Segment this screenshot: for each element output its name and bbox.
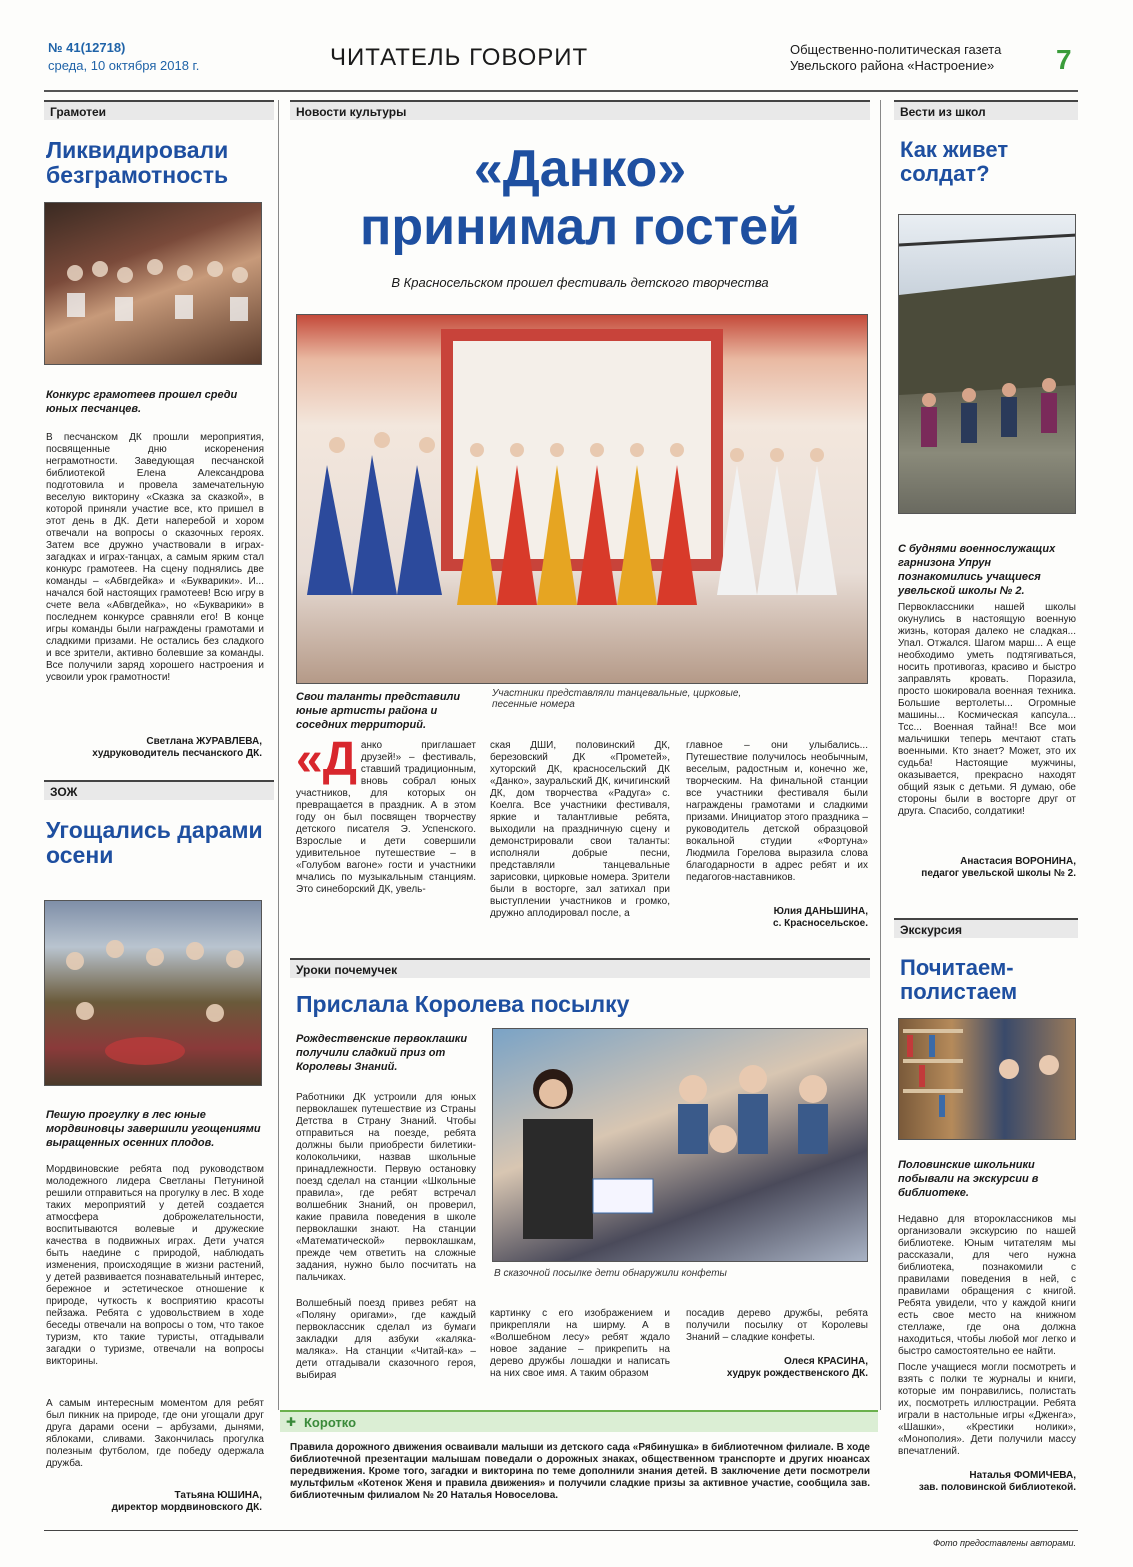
signature-name: Олеся КРАСИНА, — [784, 1356, 868, 1367]
brief-label: Коротко — [304, 1415, 357, 1430]
signature-name: Анастасия ВОРОНИНА, — [960, 856, 1076, 867]
lede-soldier: С буднями военнослужащих гарнизона Упрун познакомились учащиеся увельской школы № 2. — [898, 543, 1056, 597]
brief-text: Правила дорожного движения осваивали малыши из детского сада «Рябинушка» в библиотечном филиале. В ходе библиотечной презентации малышам поведали о дорожных знаках, общественном транспорте и других нюансах передвижения. Кроме того, загадки и викторина по теме дополнили знания детей. В заключение дети посмотрели мультфильм «Котенок Женя и правила движения» и получили сладкие призы за активное участие, сообщила зав. библиотечным филиалом № 20 Наталья Новоселова. — [290, 1442, 870, 1501]
photo-bookshelves — [899, 1019, 1076, 1140]
signature-name: Светлана ЖУРАВЛЕВА, — [146, 736, 262, 747]
signature-name: Татьяна ЮШИНА, — [174, 1490, 262, 1501]
body-parcel-col2: картинку с его изображением и прикрепляли на ширму. А в «Волшебном лесу» ребят ждало новое задание – прикрепить на дерево дружбы лошадки и написать на них свое имя. А таким образом — [490, 1308, 670, 1379]
photo-helicopter-children — [899, 215, 1076, 514]
signature-literacy — [46, 736, 262, 760]
photo-children-group — [45, 203, 262, 365]
lede-autumn: Пешую прогулку в лес юные мордвиновцы завершили угощениями выращенных осенних плодов. — [46, 1109, 261, 1149]
body-danko-col1 — [296, 733, 476, 896]
brief-bar — [280, 1410, 878, 1432]
lede-library: Половинские школьники побывали на экскурсии в библиотеке. — [898, 1159, 1039, 1199]
signature-danko — [686, 906, 868, 930]
photo-picnic — [44, 900, 262, 1086]
body-danko-col1-text: анко приглашает друзей!» – фестиваль, ставший традиционным, вновь собрал юных участников, для которых он превращается в праздник. А в этом году он был посвящен творчеству детского писателя Э. Успенского. Взрослые и дети совершили удивительное путешествие – в «Голубом вагоне» гости и участники мчались по музыкальным станциям. Это синеборский ДК, увель- — [296, 740, 476, 895]
body-soldier: Первоклассники нашей школы окунулись в настоящую военную жизнь, которая далеко не сладкая... Упал. Отжался. Шагом марш... А еще необходимо уметь подтягиваться, носить противогаз, красиво и быстро заправлять кровать. Поразила, просто шокировала военная техника. Большие вертолеты... Огромные машины... Космическая капсула... Тсс... Военная тайна!! Все мои мальчишки теперь мечтают стать военными. Кто знает? Может, это их судьба! Настоящие мужчины, оказывается, прекрасно находят общий язык с детьми. Я думаю, обе стороны были в восторге друг от друга. Спасибо, солдатики! — [898, 602, 1076, 817]
headline-danko — [290, 140, 870, 256]
signature-role: зав. половинской библиотекой. — [918, 1482, 1076, 1493]
rubric-gramotei: Грамотеи — [44, 100, 274, 120]
signature-soldier — [898, 856, 1076, 880]
photo-picnic-children — [45, 901, 262, 1086]
signature-library — [898, 1470, 1076, 1494]
headline-danko-line2: принимал гостей — [359, 198, 801, 256]
photo-festival-stage — [296, 314, 868, 684]
photo-dancers — [297, 315, 868, 684]
lede-danko: Свои таланты представили юные артисты района и соседних территорий. — [296, 691, 461, 731]
body-danko-col3: главное – они улыбались... Путешествие получилось необычным, веселым, радостным и, конечно же, творческим. На финальной станции все участники фестиваля были награждены грамотами и сладкими призами. Инициатор этого праздника – руководитель детской образцовой вокальной студии «Фортуна» Людмила Горелова выразила слова благодарности в адрес ребят и их педагогов-наставников. — [686, 740, 868, 883]
column-divider-left — [278, 100, 279, 1410]
brief-icon: ✚ — [286, 1415, 297, 1429]
body-library-2: После учащиеся могли посмотреть и взять с полки те журналы и книги, которые им понравились, полистать их, посмотреть иллюстрации. Ребята играли в настольные игры «Дженга», «Шашки», «Крестики нолики», «Монополия». Дети получили массу впечатлений. — [898, 1362, 1076, 1457]
signature-role: худруководитель песчанского ДК. — [92, 748, 262, 759]
body-parcel-col3: посадив дерево дружбы, ребята получили посылку от Королевы Знаний – сладкие конфеты. — [686, 1308, 868, 1343]
page-number: 7 — [1056, 44, 1072, 75]
signature-parcel — [686, 1356, 868, 1380]
issue-date: среда, 10 октября 2018 г. — [48, 58, 200, 73]
rubric-lessons: Уроки почемучек — [290, 958, 870, 978]
body-danko-col2: ская ДШИ, половинский ДК, березовский ДК «Прометей», хуторский ДК, красносельский ДК «Данко», зауральский ДК, кичигинский ДК, дом творчества «Радуга» с. Коелга. Все участники фестиваля, яркие и талантливые ребята, выходили на праздничную сцену и демонстрировали свои таланты: исполняли добрые песни, представляли танцевальные зарисовки, цирковые номера. Зрители были в восторге, зал затихал при выступлении участников и громко, дружно аплодировал после, а — [490, 740, 670, 919]
photo-parcel — [492, 1028, 868, 1262]
signature-autumn — [46, 1490, 262, 1514]
signature-name: Юлия ДАНЬШИНА, — [773, 906, 868, 917]
article-subtitle: В Красносельском прошел фестиваль детского творчества — [391, 275, 769, 290]
caption-festival: Участники представляли танцевальные, цирковые, песенные номера — [492, 688, 742, 710]
photo-literacy-contest — [44, 202, 262, 365]
signature-role: худрук рождественского ДК. — [726, 1368, 868, 1379]
rubric-culture-news: Новости культуры — [290, 100, 870, 120]
signature-role: директор мордвиновского ДК. — [111, 1502, 262, 1513]
body-library: Недавно для второклассников мы организовали экскурсию по нашей библиотеке. Юным читателям мы рассказали, для чего нужна библиотека, познакомили с правилами поведения в ней, с правилами обращения с книгой. Ребята увидели, что у каждой книги есть свое место на книжном стеллаже, где она должна находиться, чтобы любой мог легко и быстро самостоятельно ее найти. — [898, 1214, 1076, 1357]
caption-parcel: В сказочной посылке дети обнаружили конфеты — [494, 1268, 727, 1279]
rubric-school-news: Вести из школ — [894, 100, 1078, 120]
body-autumn-2: А самым интересным моментом для ребят был пикник на природе, где они угощали друг друга дарами осени – арбузами, дынями, яблоками, сливами. Закончилась прогулка полезным футболом, где победу одержала дружба. — [46, 1398, 264, 1469]
paper-name — [790, 42, 1030, 74]
issue-number: № 41(12718) — [48, 40, 126, 55]
header-rule — [44, 90, 1078, 92]
body-literacy: В песчанском ДК прошли мероприятия, посвященные дню искоренения неграмотности. Заведующая песчанской библиотекой Елена Александрова подготовила и провела замечательную веселую викторину «Сказка за сказкой», в которой приняли участие все, кто пришел в этот день в ДК. Дети наперебой и хором отвечали на вопросы о сказочных героях. Затем все дружно участвовали в играх-загадках и играх-танцах, а самым ярким стал конкурс грамотеев. На сцену поднялись две команды – «Абвгдейка» и «Букварики». И... начался бой настоящих грамотеев! Всю игру в счете вела «Абвгдейка», но «Букварики» в последнем конкурсе сравняли его! В конце игры команды были награждены грамотами и сладкими призами. Не остались без сладкого и все зрители, активно болевшие за команды. Все получили заряд хорошего настроения и усвоили урок грамотности! — [46, 432, 264, 683]
photo-credit: Фото предоставлены авторами. — [932, 1538, 1076, 1548]
photo-teacher-children — [493, 1029, 868, 1262]
footer-rule — [44, 1530, 1078, 1531]
rubric-zozh: ЗОЖ — [44, 780, 274, 800]
headline-autumn: Угощались дарами осени — [46, 817, 263, 869]
photo-library — [898, 1018, 1076, 1140]
body-parcel-col1b: Волшебный поезд привез ребят на «Поляну оригами», где каждый первоклассник сделал из бумаги закладки для азбуки «каляка-маляка». На станции «Читай-ка» – дети отгадывали сказочного героя, выбирая — [296, 1298, 476, 1381]
signature-name: Наталья ФОМИЧЕВА, — [969, 1470, 1076, 1481]
headline-literacy: Ликвидировали безграмотность — [46, 137, 229, 189]
lede-parcel: Рождественские первоклашки получили сладкий приз от Королевы Знаний. — [296, 1033, 468, 1073]
paper-name-line2: Увельского района «Настроение» — [790, 58, 995, 73]
body-autumn: Мордвиновские ребята под руководством молодежного лидера Светланы Петуниной решили отправиться на прогулку в лес. В ходе таких мероприятий у детей создается атмосфера доброжелательности, воспитываются волевые и дружеские качества в подвижных играх. Дети учатся быть наедине с природой, наблюдать изменения, происходящие в жизни растений, у детей развивается познавательный интерес, бережное и эстетическое отношение к природе, чуткость к восприятию красоты пейзажа. Ребята с удовольствием в ходе беседы отвечали на вопросы о том, что такое туризм, кто такие туристы, отгадывали загадки о туризме, отвечали на вопросы викторины. — [46, 1164, 264, 1367]
dropcap: «Д — [296, 733, 357, 786]
photo-helicopter — [898, 214, 1076, 514]
signature-role: педагог увельской школы № 2. — [921, 868, 1076, 879]
headline-library: Почитаем-полистаем — [900, 955, 1018, 1005]
headline-parcel: Прислала Королева посылку — [296, 991, 630, 1017]
column-divider-right — [880, 100, 881, 1410]
body-parcel-col1: Работники ДК устроили для юных первоклашек путешествие из Страны Детства в Страну Знаний. Чтобы отправиться на поезде, ребята должны были приобрести билетики-колокольчики, назвав школьные принадлежности. Первую остановку поезд сделал на станции «Школьные правила», где ребят встречал волшебник Знаний, он проверил, какие правила поведения в школе первоклашки знают. На станции «Математической» первоклашкам, прежде чем ответить на сложные задания, нужно было посчитать на пальчиках. — [296, 1092, 476, 1283]
section-title: ЧИТАТЕЛЬ ГОВОРИТ — [330, 44, 589, 71]
paper-name-line1: Общественно-политическая газета — [790, 42, 1002, 57]
signature-place: с. Красносельское. — [773, 918, 868, 929]
headline-danko-line1: «Данко» — [473, 140, 687, 198]
headline-soldier: Как живет солдат? — [900, 137, 1009, 187]
rubric-excursion: Экскурсия — [894, 918, 1078, 938]
lede-literacy: Конкурс грамотеев прошел среди юных песчанцев. — [46, 389, 238, 415]
